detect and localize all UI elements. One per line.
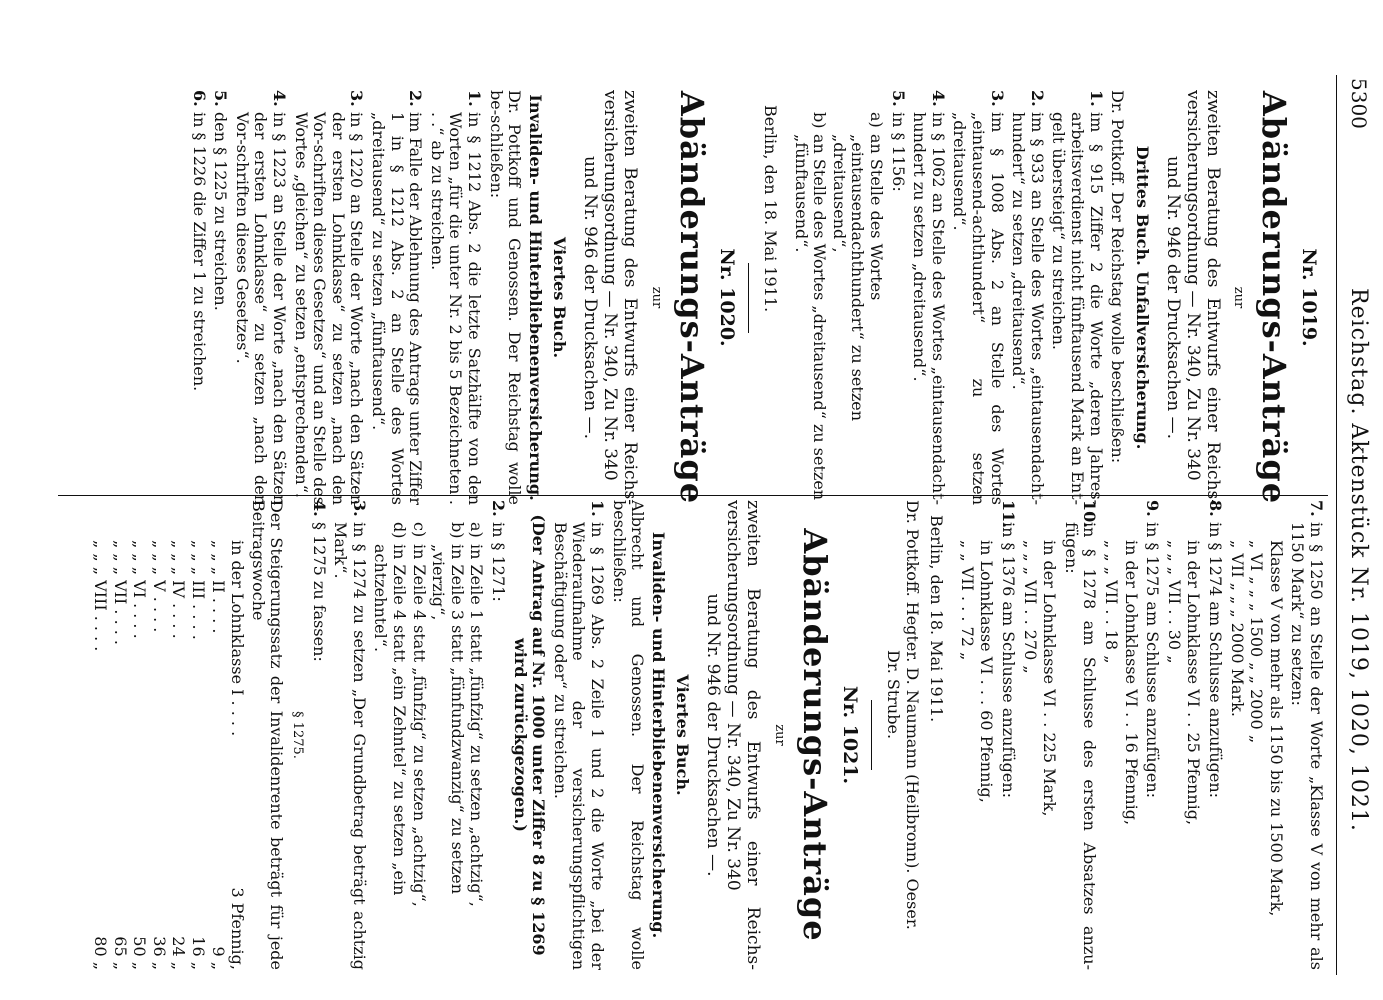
item-text: an Stelle des Wortes „dreitausend“ zu setzen „fünftausend“. <box>791 134 830 501</box>
sub-item <box>829 90 885 505</box>
separator-rule <box>871 700 872 770</box>
item-number: 1. <box>587 500 607 517</box>
book-subtitle: Invaliden- und Hinterbliebenenversicherung. <box>525 94 545 501</box>
list-item <box>550 500 606 970</box>
item-text: in § 1226 die Ziffer 1 zu streichen. <box>189 112 209 392</box>
book-heading: Viertes Buch. <box>673 674 693 796</box>
list-item <box>189 90 208 505</box>
book-heading: Viertes Buch. <box>550 236 570 359</box>
list-item <box>950 90 1006 505</box>
table-row: „ „ „ V . . . . 36 „ <box>149 540 169 970</box>
list-item <box>1049 90 1105 505</box>
rate-line: Klasse V von mehr als 1150 bis zu 1500 Mark, <box>1266 540 1286 917</box>
motion-items <box>189 90 483 505</box>
list-item <box>1009 90 1046 505</box>
signatories: Dr. Pottkoff. Hegter. D. Naumann (Heilbronn). Oeser. Dr. Strube. <box>884 500 922 930</box>
motion-lead: Dr. Pottkoff. Der Reichstag wolle beschließen: <box>1108 90 1128 464</box>
motion-number: Nr. 1020. <box>715 248 738 347</box>
class-lines <box>1020 500 1058 970</box>
withdrawal-note: (Der Antrag auf Nr. 1000 unter Ziffer 8 zu § 1269 wird zurückgezogen.) <box>510 514 549 956</box>
table-row: „ „ „ VIII . . . . 80 „ <box>91 540 111 970</box>
motion-items <box>488 500 507 970</box>
item-number: 1. <box>464 90 484 107</box>
motion-lead: Albrecht und Genossen. Der Reichstag wolle beschließen: <box>609 500 648 970</box>
motion-items <box>1143 500 1162 970</box>
item-text: in § 1220 an Stelle der Worte „nach den Sätzen der ersten Lohnklasse“ zu setzen „nach den Vor-schriften dieses Gesetzes“ und an Stelle des Wortes „gleichen“ zu setzen „entsprechenden“. <box>291 112 367 505</box>
motion-1019 <box>748 90 1318 505</box>
motion-intro: zweiten Beratung des Entwurfs einer Reichs-versicherungsordnung — Nr. 340, Zu Nr. 340 und Nr. 946 der Drucksachen —. <box>703 500 764 970</box>
zur-label: zur <box>1231 286 1247 309</box>
item-number: 1. <box>1086 90 1106 107</box>
item-number: a) <box>467 522 487 538</box>
item-text: an Stelle des Wortes „eintausendachthundert“ zu setzen „dreitausend“, <box>829 134 887 422</box>
motion-items <box>309 500 368 970</box>
list-item <box>888 90 907 505</box>
rate-line: „ „ „ VII . . 30 „ <box>1164 540 1184 664</box>
item-text: in § 1062 an Stelle des Wortes „eintausendacht-hundert zu setzen „dreitausend“. <box>910 112 948 505</box>
class-lines <box>1101 500 1139 970</box>
motion-items <box>1288 500 1325 970</box>
list-item <box>910 90 947 505</box>
item-number: 2. <box>1027 90 1047 107</box>
page-header <box>1341 18 1371 988</box>
class-lines <box>1227 500 1285 970</box>
rate-line: „ „ „ VII . . 270 „ <box>1020 540 1040 674</box>
item-number: 8. <box>1206 500 1226 517</box>
item-number: c) <box>409 522 429 538</box>
item-number: 11. <box>999 500 1019 528</box>
motion-items <box>888 90 1105 505</box>
item-number: 6. <box>189 90 209 107</box>
left-column <box>186 90 1328 505</box>
rate-line: in der Lohnklasse VI . . 225 Mark, <box>1040 540 1060 817</box>
item-number: 2. <box>406 90 426 107</box>
separator-rule <box>748 263 749 333</box>
list-item <box>1061 500 1098 970</box>
running-title: Reichstag. Aktenstück Nr. 1019, 1020, 1021. <box>1346 288 1371 832</box>
item-number: 5. <box>211 90 231 107</box>
right-column <box>90 500 1328 970</box>
item-number: 2. <box>489 500 508 517</box>
sub-item <box>409 500 428 970</box>
item-text: in § 1156: <box>888 112 908 192</box>
item-number: b) <box>810 112 830 129</box>
motion-heading: Abänderungs-Anträge <box>1255 90 1294 505</box>
list-item <box>368 90 424 505</box>
list-item <box>232 90 288 505</box>
paragraph-number: § 1275. <box>290 711 306 759</box>
list-item <box>488 500 507 970</box>
class-lines <box>1164 500 1202 970</box>
item-number: 7. <box>1307 500 1326 517</box>
item-number: 5. <box>888 90 908 107</box>
item-number: 9. <box>1143 500 1163 517</box>
rate-line: in der Lohnklasse VI . . 16 Pfennig, <box>1121 540 1141 826</box>
book-heading: Drittes Buch. Unfallversicherung. <box>1132 145 1152 450</box>
motion-intro: zweiten Beratung des Entwurfs einer Reichs-versicherungsordnung — Nr. 340, Zu Nr. 340 und Nr. 946 der Drucksachen —. <box>1162 90 1223 505</box>
rate-table <box>91 500 247 970</box>
item-number: 4. <box>928 90 948 107</box>
list-item <box>1205 500 1224 970</box>
motion-1020 <box>189 90 738 505</box>
list-item <box>309 500 328 970</box>
book-subtitle: Invaliden- und Hinterbliebenenversicherung. <box>648 531 668 939</box>
item-text: in § 1275 am Schlusse anzufügen: <box>1143 522 1163 799</box>
header-rule <box>1336 75 1337 975</box>
signature-date: Berlin, den 18. Mai 1911. <box>761 105 781 313</box>
zur-label: zur <box>648 286 664 309</box>
motion-number: Nr. 1021. <box>838 685 861 785</box>
page-number: 5300 <box>1347 78 1371 129</box>
item-number: 10. <box>1080 500 1100 528</box>
motion-items <box>1205 500 1224 970</box>
table-row: „ „ „ II . . . . 9 „ <box>208 540 228 970</box>
item-text: in § 1269 Abs. 2 Zeile 1 und 2 die Worte „bei der Wiederaufnahme der versicherungspflichtigen Beschäftigung oder“ zu streichen. <box>550 522 607 970</box>
sub-item <box>371 500 408 970</box>
sub-item <box>429 500 466 970</box>
motion-items <box>999 500 1018 970</box>
rate-line: „ „ VII . . . 72 „ <box>957 540 977 661</box>
signature-date: Berlin, den 18. Mai 1911. <box>927 515 947 723</box>
item-number: 3. <box>987 90 1007 107</box>
motion-lead: Dr. Pottkoff und Genossen. Der Reichstag wolle be-schließen: <box>486 90 525 505</box>
class-lines <box>957 500 995 970</box>
list-item <box>999 500 1018 970</box>
item-text: in § 1212 Abs. 2 die letzte Satzhälfte von den Worten „für die unter Nr. 2 bis 5 Bezeichneten . . .“ ab zu streichen. <box>427 112 484 505</box>
item-text: in § 1274 zu setzen „Der Grundbetrag beträgt achtzig Mark“. <box>331 522 369 970</box>
rate-line: in der Lohnklasse VI . . 25 Pfennig, <box>1184 540 1204 826</box>
item-text: in § 1274 am Schlusse anzufügen: <box>1206 522 1226 799</box>
item-number: a) <box>867 112 887 128</box>
motion-heading: Abänderungs-Anträge <box>672 90 711 505</box>
sub-item <box>467 500 486 970</box>
rate-line: in Lohnklasse VI . . . 60 Pfennig, <box>977 540 997 803</box>
motion-subitems <box>791 90 885 505</box>
list-item <box>427 90 483 505</box>
table-row: „ „ „ III . . . . 16 „ <box>189 540 209 970</box>
item-text: in § 1376 am Schlusse anzufügen: <box>999 522 1019 799</box>
table-row: in der Lohnklasse I . . . . 3 Pfennig, <box>228 540 248 970</box>
rate-line: „ „ „ VII . . 18 „ <box>1102 540 1122 664</box>
motion-1020-continued <box>871 500 1325 970</box>
item-number: 4. <box>270 90 290 107</box>
list-item <box>1143 500 1162 970</box>
table-row: „ „ „ VII . . . . 65 „ <box>110 540 130 970</box>
item-text: in Zeile 4 statt „ein Zehntel“ zu setzen „ein achtzehntel“. <box>371 544 410 896</box>
item-text: in Zeile 1 statt „fünfzig“ zu setzen „achtzig“, <box>467 544 487 907</box>
item-text: in § 1271: <box>489 522 508 602</box>
motion-number: Nr. 1019. <box>1298 248 1320 347</box>
list-item <box>291 90 365 505</box>
item-text: in § 1223 an Stelle der Worte „nach den Sätzen der ersten Lohnklasse“ zu setzen „nach den Vor-schriften dieses Gesetzes“. <box>232 112 290 505</box>
item-number: 3. <box>347 90 367 107</box>
motion-subitems <box>371 500 486 970</box>
motion-intro: zweiten Beratung des Entwurfs einer Reichs-versicherungsordnung — Nr. 340, Zu Nr. 340 und Nr. 946 der Drucksachen —. <box>580 90 641 505</box>
item-number: d) <box>390 522 410 539</box>
list-item <box>331 500 368 970</box>
motion-items <box>550 500 606 970</box>
rate-line: „ VI „ „ „ 1500 „ „ 2000 „ <box>1247 540 1267 744</box>
motion-items <box>1061 500 1098 970</box>
motion-1021 <box>91 500 859 970</box>
list-item <box>1288 500 1325 970</box>
paragraph-text: Der Steigerungssatz der Invalidenrente beträgt für jede Beitragswoche <box>248 500 287 970</box>
item-text: in § 1250 an Stelle der Worte „Klasse V von mehr als 1150 Mark“ zu setzen: <box>1288 522 1326 970</box>
item-text: im Falle der Ablehnung des Antrags unter Ziffer 1 in § 1212 Abs. 2 an Stelle des Wortes „dreitausend“ zu setzen „fünftausend“. <box>369 112 426 505</box>
table-row: „ „ „ IV . . . . 24 „ <box>169 540 189 970</box>
item-text: im § 915 Ziffer 2 die Worte „deren Jahres-arbeitsverdienst nicht fünftausend Mark an Ent-gelt übersteigt“ zu streichen. <box>1049 112 1106 506</box>
item-text: in Zeile 4 statt „fünfzig“ zu setzen „achtzig“, <box>409 544 429 907</box>
item-text: im § 933 an Stelle des Wortes „eintausendacht-hundert“ zu setzen „dreitausend“. <box>1009 112 1047 505</box>
item-text: in § 1278 am Schlusse des ersten Absatzes anzu-fügen: <box>1061 522 1100 970</box>
rate-line: „ VII „ „ „ 2000 Mark. <box>1227 540 1247 717</box>
table-row: „ „ „ VI . . . . 50 „ <box>130 540 150 970</box>
item-number: b) <box>447 522 467 539</box>
item-text: den § 1225 zu streichen. <box>211 112 231 311</box>
motion-heading: Abänderungs-Anträge <box>795 528 834 942</box>
item-text: in Zeile 3 statt „fünfundzwanzig“ zu setzen „vierzig“, <box>429 544 467 895</box>
sub-item <box>791 90 828 505</box>
zur-label: zur <box>771 724 787 746</box>
item-number: 3. <box>349 500 369 517</box>
list-item <box>211 90 230 505</box>
item-text: im § 1008 Abs. 2 an Stelle des Wortes „eintausend-achthundert“ zu setzen „dreitausend“. <box>950 112 1007 505</box>
item-number: 4. <box>309 500 329 517</box>
item-text: § 1275 zu fassen: <box>309 522 329 662</box>
